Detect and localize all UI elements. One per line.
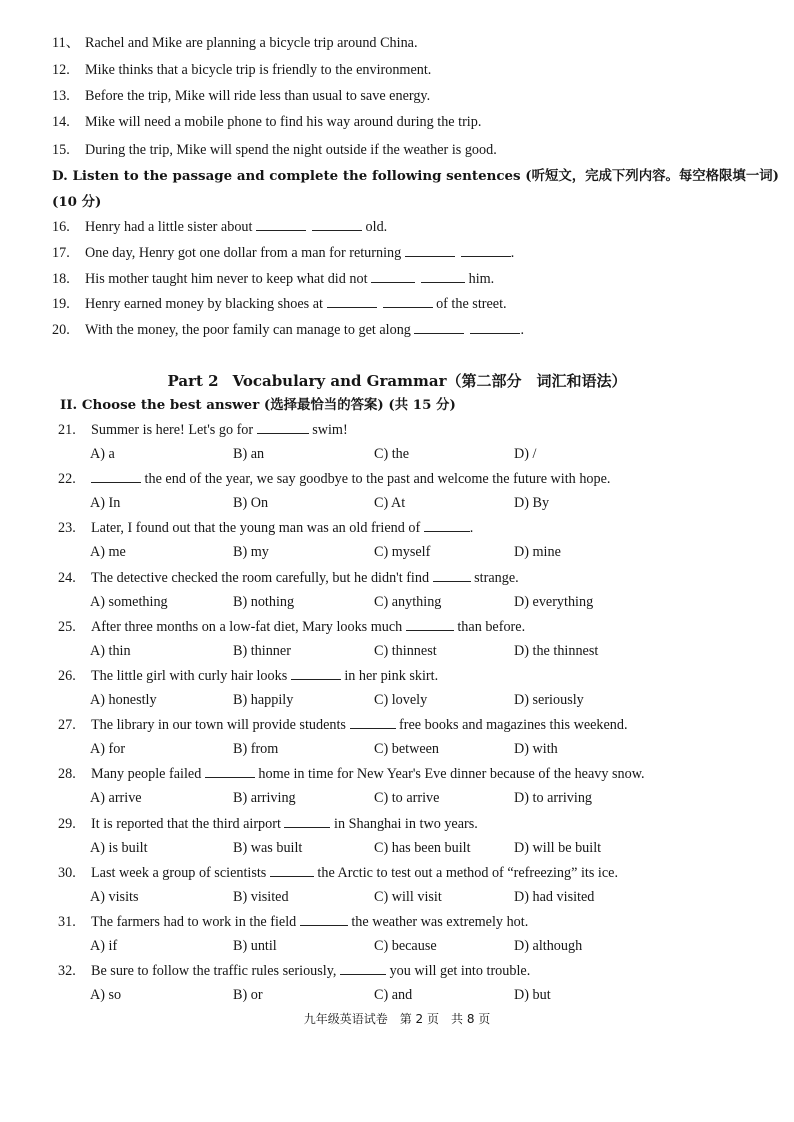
statement-text: Mike will need a mobile phone to find his way around during the trip.: [85, 114, 482, 130]
option-c[interactable]: C) between: [374, 741, 440, 757]
answer-blank[interactable]: [312, 218, 362, 231]
question-stem-pre: The little girl with curly hair looks: [91, 668, 288, 684]
answer-blank[interactable]: [433, 569, 471, 582]
question-stem-post: the end of the year, we say goodbye to the past and welcome the future with hope.: [144, 471, 611, 487]
option-c[interactable]: C) and: [374, 987, 413, 1003]
option-a[interactable]: A) for: [90, 741, 126, 757]
section-ii-title: II. Choose the best answer (选择最恰当的答案) (共 15 分): [60, 397, 456, 413]
question-stem-pre: Many people failed: [91, 766, 202, 782]
answer-blank[interactable]: [371, 270, 415, 283]
option-c[interactable]: C) will visit: [374, 889, 442, 905]
question-22: [58, 470, 754, 488]
option-a[interactable]: A) In: [90, 495, 121, 511]
answer-blank[interactable]: [300, 913, 348, 926]
question-stem-pre: Summer is here! Let's go for: [91, 422, 254, 438]
answer-blank[interactable]: [257, 421, 309, 434]
option-c[interactable]: C) to arrive: [374, 790, 440, 806]
fill-post-text: .: [520, 322, 524, 338]
statement-13: [52, 87, 754, 105]
statement-15: [52, 141, 754, 159]
fill-item-19: [52, 295, 754, 313]
fill-pre-text: One day, Henry got one dollar from a man for returning: [85, 245, 402, 261]
question-number: 29.: [58, 816, 76, 832]
option-c[interactable]: C) because: [374, 938, 437, 954]
answer-blank[interactable]: [470, 321, 520, 334]
option-c[interactable]: C) the: [374, 446, 410, 462]
answer-blank[interactable]: [421, 270, 465, 283]
question-stem-post: in Shanghai in two years.: [334, 816, 478, 832]
question-stem-post: the weather was extremely hot.: [351, 914, 529, 930]
section-d-score: (10 分): [52, 194, 102, 210]
option-c[interactable]: C) lovely: [374, 692, 428, 708]
option-c[interactable]: C) has been built: [374, 840, 471, 856]
question-stem-post: you will get into trouble.: [389, 963, 531, 979]
answer-blank[interactable]: [406, 618, 454, 631]
fill-post-text: him.: [468, 271, 495, 287]
option-d[interactable]: D) everything: [514, 594, 594, 610]
answer-blank[interactable]: [205, 765, 255, 778]
option-b[interactable]: B) nothing: [233, 594, 295, 610]
option-b[interactable]: B) until: [233, 938, 277, 954]
answer-blank[interactable]: [284, 815, 330, 828]
question-28: [58, 765, 754, 783]
fill-post-text: of the street.: [436, 296, 507, 312]
item-number: 11、: [52, 35, 80, 51]
question-number: 27.: [58, 717, 76, 733]
statement-12: [52, 61, 754, 79]
question-stem-pre: Later, I found out that the young man was an old friend of: [91, 520, 421, 536]
option-b[interactable]: B) an: [233, 446, 265, 462]
question-number: 28.: [58, 766, 76, 782]
answer-blank[interactable]: [340, 962, 386, 975]
option-d[interactable]: D) /: [514, 446, 537, 462]
option-a[interactable]: A) if: [90, 938, 118, 954]
statement-text: During the trip, Mike will spend the night outside if the weather is good.: [85, 142, 497, 158]
option-c[interactable]: C) myself: [374, 544, 431, 560]
option-a[interactable]: A) me: [90, 544, 126, 560]
answer-blank[interactable]: [91, 470, 141, 483]
option-b[interactable]: B) my: [233, 544, 269, 560]
option-d[interactable]: D) seriously: [514, 692, 584, 708]
answer-blank[interactable]: [461, 244, 511, 257]
option-c[interactable]: C) thinnest: [374, 643, 437, 659]
question-24: [58, 569, 754, 587]
answer-blank[interactable]: [405, 244, 455, 257]
option-b[interactable]: B) was built: [233, 840, 303, 856]
statement-text: Mike thinks that a bicycle trip is friendly to the environment.: [85, 62, 432, 78]
question-number: 30.: [58, 865, 76, 881]
question-stem-pre: Last week a group of scientists: [91, 865, 267, 881]
option-a[interactable]: A) so: [90, 987, 122, 1003]
answer-blank[interactable]: [327, 295, 377, 308]
question-number: 22.: [58, 471, 76, 487]
question-stem-pre: The library in our town will provide students: [91, 717, 346, 733]
question-stem-pre: The farmers had to work in the field: [91, 914, 297, 930]
question-stem-post: home in time for New Year's Eve dinner because of the heavy snow.: [258, 766, 645, 782]
answer-blank[interactable]: [256, 218, 306, 231]
answer-blank[interactable]: [350, 716, 396, 729]
option-a[interactable]: A) thin: [90, 643, 131, 659]
fill-pre-text: With the money, the poor family can manage to get along: [85, 322, 411, 338]
item-number: 14.: [52, 114, 70, 130]
option-d[interactable]: D) to arriving: [514, 790, 593, 806]
option-a[interactable]: A) honestly: [90, 692, 157, 708]
question-number: 32.: [58, 963, 76, 979]
fill-item-17: [52, 244, 754, 262]
section-d-title: D. Listen to the passage and complete the following sentences (听短文，完成下列内容。每空格限填一词): [52, 168, 779, 184]
item-number: 12.: [52, 62, 70, 78]
option-b[interactable]: B) thinner: [233, 643, 291, 659]
question-21: [58, 421, 754, 439]
statement-text: Rachel and Mike are planning a bicycle trip around China.: [85, 35, 418, 51]
page-footer: 九年级英语试卷 第 2 页 共 8 页: [303, 1012, 491, 1026]
answer-blank[interactable]: [383, 295, 433, 308]
option-a[interactable]: A) a: [90, 446, 115, 462]
option-b[interactable]: B) from: [233, 741, 279, 757]
question-31: [58, 913, 754, 931]
option-b[interactable]: B) happily: [233, 692, 294, 708]
question-stem-pre: It is reported that the third airport: [91, 816, 281, 832]
option-d[interactable]: D) although: [514, 938, 583, 954]
fill-post-text: .: [510, 245, 515, 261]
question-30: [58, 864, 754, 882]
option-a[interactable]: A) visits: [90, 889, 139, 905]
option-d[interactable]: D) mine: [514, 544, 561, 560]
option-d[interactable]: D) will be built: [514, 840, 602, 856]
question-29: [58, 815, 754, 833]
answer-blank[interactable]: [270, 864, 314, 877]
question-number: 21.: [58, 422, 76, 438]
question-number: 25.: [58, 619, 76, 635]
question-number: 24.: [58, 570, 76, 586]
question-23: [58, 519, 754, 537]
item-number: 18.: [52, 271, 70, 287]
question-stem-post: the Arctic to test out a method of “refreezing” its ice.: [317, 865, 618, 881]
option-b[interactable]: B) visited: [233, 889, 289, 905]
item-number: 19.: [52, 296, 70, 312]
fill-item-18: [52, 270, 754, 288]
fill-item-20: [52, 321, 754, 339]
option-a[interactable]: A) something: [90, 594, 168, 610]
option-d[interactable]: D) with: [514, 741, 558, 757]
statement-14: [52, 113, 754, 131]
part-label: Part 2: [167, 372, 219, 390]
item-number: 15.: [52, 142, 70, 158]
question-number: 31.: [58, 914, 76, 930]
item-number: 16.: [52, 219, 70, 235]
question-27: [58, 716, 754, 734]
fill-pre-text: His mother taught him never to keep what did not: [85, 271, 368, 287]
option-d[interactable]: D) the thinnest: [514, 643, 599, 659]
option-a[interactable]: A) is built: [90, 840, 148, 856]
question-stem-post: swim!: [312, 422, 348, 438]
option-c[interactable]: C) anything: [374, 594, 442, 610]
question-26: [58, 667, 754, 685]
part-name: Vocabulary and Grammar: [232, 372, 447, 390]
statement-11: [52, 34, 754, 52]
fill-pre-text: Henry had a little sister about: [85, 219, 253, 235]
item-number: 13.: [52, 88, 70, 104]
answer-blank[interactable]: [414, 321, 464, 334]
option-d[interactable]: D) had visited: [514, 889, 595, 905]
question-stem-pre: The detective checked the room carefully, but he didn't find: [91, 570, 430, 586]
question-stem-pre: After three months on a low-fat diet, Mary looks much: [91, 619, 403, 635]
question-stem-post: strange.: [474, 570, 519, 586]
question-stem-post: free books and magazines this weekend.: [399, 717, 628, 733]
question-32: [58, 962, 754, 980]
part-2-heading: [0, 370, 794, 391]
part-cn-name: （第二部分 词汇和语法）: [446, 372, 627, 390]
option-d[interactable]: D) By: [514, 495, 550, 511]
fill-pre-text: Henry earned money by blacking shoes at: [85, 296, 323, 312]
item-number: 17.: [52, 245, 70, 261]
statement-text: Before the trip, Mike will ride less than usual to save energy.: [85, 88, 431, 104]
question-stem-pre: Be sure to follow the traffic rules seriously,: [91, 963, 337, 979]
option-a[interactable]: A) arrive: [90, 790, 142, 806]
fill-item-16: [52, 218, 754, 236]
option-b[interactable]: B) arriving: [233, 790, 296, 806]
fill-post-text: old.: [365, 219, 388, 235]
question-stem-post: than before.: [457, 619, 526, 635]
option-d[interactable]: D) but: [514, 987, 551, 1003]
answer-blank[interactable]: [424, 519, 470, 532]
option-b[interactable]: B) On: [233, 495, 269, 511]
question-number: 23.: [58, 520, 76, 536]
option-c[interactable]: C) At: [374, 495, 406, 511]
item-number: 20.: [52, 322, 70, 338]
question-stem-post: in her pink skirt.: [344, 668, 439, 684]
question-stem-post: .: [469, 520, 474, 536]
question-number: 26.: [58, 668, 76, 684]
question-25: [58, 618, 754, 636]
option-b[interactable]: B) or: [233, 987, 263, 1003]
answer-blank[interactable]: [291, 667, 341, 680]
